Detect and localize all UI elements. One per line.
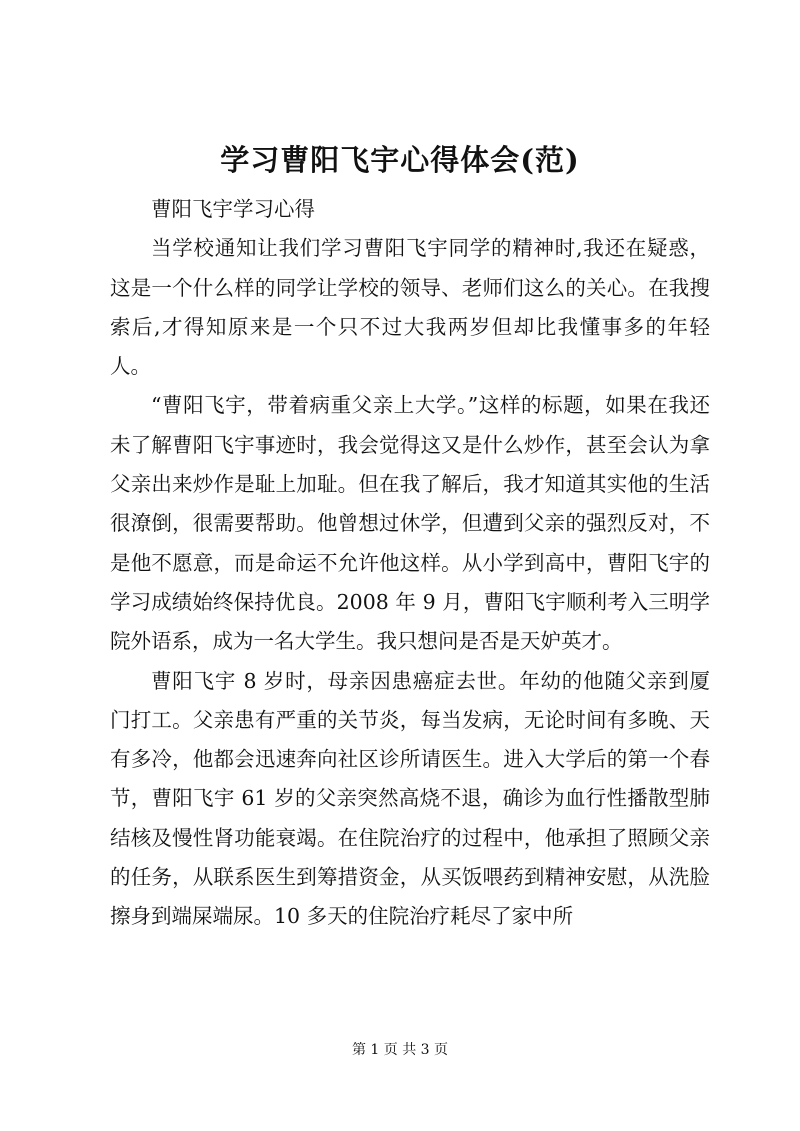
document-body bbox=[110, 190, 710, 937]
paragraph-subtitle: 曹阳飞宇学习心得 bbox=[151, 197, 315, 221]
paragraph-1: 当学校通知让我们学习曹阳飞宇同学的精神时,我还在疑惑，这是一个什么样的同学让学校的领导、老师们这么的关心。在我搜索后,才得知原来是一个只不过大我两岁但却比我懂事多的年轻人。 bbox=[110, 236, 710, 379]
page-number-footer: 第 1 页 共 3 页 bbox=[351, 1042, 449, 1058]
paragraph-2: “曹阳飞宇，带着病重父亲上大学。”这样的标题，如果在我还未了解曹阳飞宇事迹时，我会觉得这又是什么炒作，甚至会认为拿父亲出来炒作是耻上加耻。但在我了解后，我才知道其实他的生活很潦倒，很需要帮助。他曾想过休学，但遭到父亲的强烈反对，不是他不愿意，而是命运不允许他这样。从小学到高中，曹阳飞宇的学习成绩始终保持优良。2008 年 9 月，曹阳飞宇顺利考入三明学院外语系，成为一名大学生。我只想问是否是天妒英才。 bbox=[110, 393, 710, 654]
paragraph-3: 曹阳飞宇 8 岁时，母亲因患癌症去世。年幼的他随父亲到厦门打工。父亲患有严重的关节炎，每当发病，无论时间有多晚、天有多冷，他都会迅速奔向社区诊所请医生。进入大学后的第一个春节，曹阳飞宇 61 岁的父亲突然高烧不退，确诊为血行性播散型肺结核及慢性肾功能衰竭。在住院治疗的过程中，他承担了照顾父亲的任务，从联系医生到筹措资金，从买饭喂药到精神安慰，从洗脸擦身到端屎端尿。10 多天的住院治疗耗尽了家中所 bbox=[110, 668, 710, 929]
document-title: 学习曹阳飞宇心得体会(范) bbox=[220, 143, 580, 177]
